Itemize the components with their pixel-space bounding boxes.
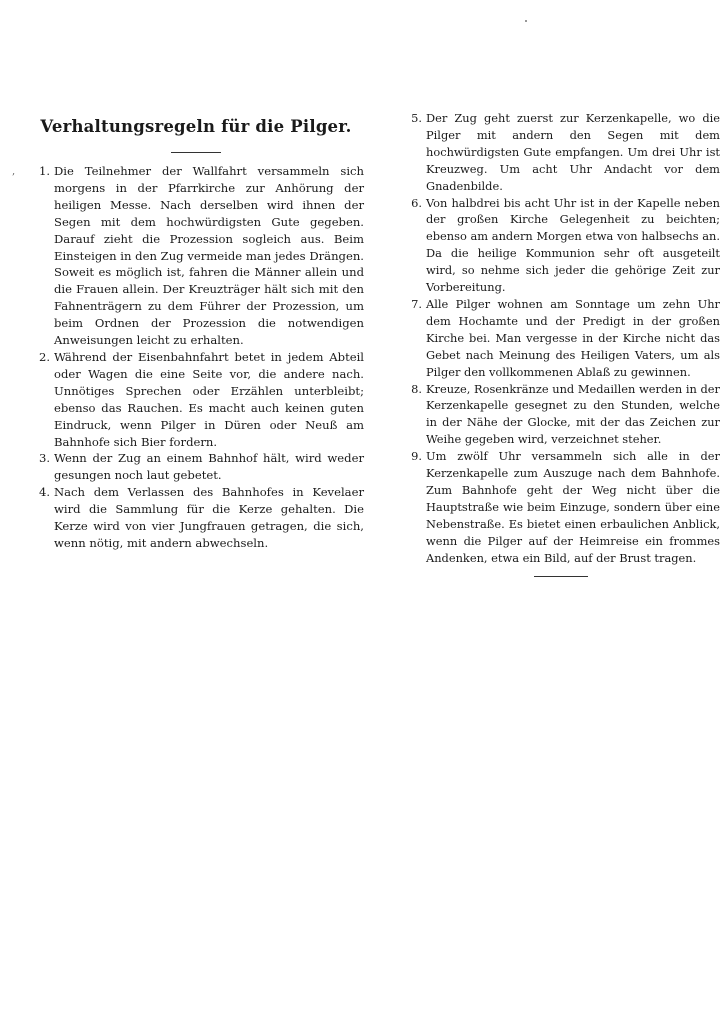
rule-item-5 — [404, 110, 720, 195]
rule-text: Nach dem Verlassen des Bahnhofes in Kevelaer wird die Sammlung für die Kerze gehalten. Die Kerze wird von vier Jungfrauen getragen, die sich, wenn nötig, mit andern abwechseln. — [54, 485, 364, 550]
rule-number: 3. — [38, 451, 50, 466]
rule-number: 2. — [38, 349, 50, 364]
rule-item-1 — [28, 163, 364, 349]
title-divider — [171, 152, 221, 153]
rule-number: 1. — [38, 164, 50, 178]
rule-text: Wenn der Zug an einem Bahnhof hält, wird weder gesungen noch laut gebetet. — [54, 451, 364, 483]
closing-divider — [534, 576, 588, 577]
rule-text: Um zwölf Uhr versammeln sich alle in der Kerzenkapelle zum Auszuge nach dem Bahnhofe. Zum Bahnhofe geht der Weg nicht über die Hauptstraße wie beim Einzuge, sondern über eine Nebenstraße. Es bietet einen erbaulichen Anblick, wenn die Pilger auf der Heimreise ein frommes Andenken, etwa ein Bild, auf der Brust tragen. — [426, 449, 720, 565]
rule-item-8 — [404, 381, 720, 449]
rule-item-7 — [404, 296, 720, 381]
rule-number: 9. — [411, 449, 422, 464]
speck-mark — [525, 20, 527, 22]
rule-item-3 — [28, 450, 364, 484]
left-column — [28, 110, 364, 552]
rule-number: 7. — [411, 296, 422, 311]
rule-number: 8. — [411, 381, 422, 396]
rule-item-2 — [28, 349, 364, 450]
rule-item-9 — [404, 448, 720, 566]
rule-text: Von halbdrei bis acht Uhr ist in der Kapelle neben der großen Kirche Gelegenheit zu beichten; ebenso am andern Morgen etwa von halbsechs an. Da die heilige Kommunion sehr oft ausgeteilt wird, so nehme sich jeder die gehörige Zeit zur Vorbereitung. — [426, 195, 720, 295]
rule-text: Der Zug geht zuerst zur Kerzenkapelle, wo die Pilger mit andern den Segen mit dem hochwürdigsten Gute empfangen. Um drei Uhr ist Kreuzweg. Um acht Uhr Andacht vor dem Gnadenbilde. — [426, 111, 720, 193]
rule-number: 6. — [411, 195, 422, 210]
right-column — [404, 110, 720, 577]
rule-number: 4. — [38, 485, 50, 500]
rule-text: Die Teilnehmer der Wallfahrt versammeln sich morgens in der Pfarrkirche zur Anhörung der heiligen Messe. Nach derselben wird ihnen der Segen mit dem hochwürdigsten Gute gegeben. Darauf zieht die Prozession sogleich aus. Beim Einsteigen in den Zug vermeide man jedes Drängen. Soweit es möglich ist, fahren die Männer allein und die Frauen allein. Der Kreuzträger hält sich mit den Fahnenträgern zu dem Führer der Prozession, um beim Ordnen der Prozession die notwendigen Anweisungen leicht zu erhalten. — [54, 164, 364, 348]
rule-number: 5. — [411, 111, 422, 125]
rule-text: Während der Eisenbahnfahrt betet in jedem Abteil oder Wagen die eine Seite vor, die andere nach. Unnötiges Sprechen oder Erzählen unterbleibt; ebenso das Rauchen. Es macht auch keinen guten Eindruck, wenn Pilger in Düren oder Neuß am Bahnhofe sich Bier fordern. — [54, 349, 364, 449]
rule-item-6 — [404, 195, 720, 296]
rule-text: Alle Pilger wohnen am Sonntage um zehn Uhr dem Hochamte und der Predigt in der großen Kirche bei. Man vergesse in der Kirche nicht das Gebet nach Meinung des Heiligen Vaters, um als Pilger den vollkommenen Ablaß zu gewinnen. — [426, 296, 720, 379]
rule-item-4 — [28, 484, 364, 552]
page-title: Verhaltungsregeln für die Pilger. — [40, 117, 352, 136]
margin-mark: , — [12, 166, 16, 177]
rule-text: Kreuze, Rosenkränze und Medaillen werden in der Kerzenkapelle gesegnet zu den Stunden, welche in der Nähe der Glocke, mit der das Zeichen zur Weihe gegeben wird, verzeichnet steher. — [426, 381, 720, 447]
